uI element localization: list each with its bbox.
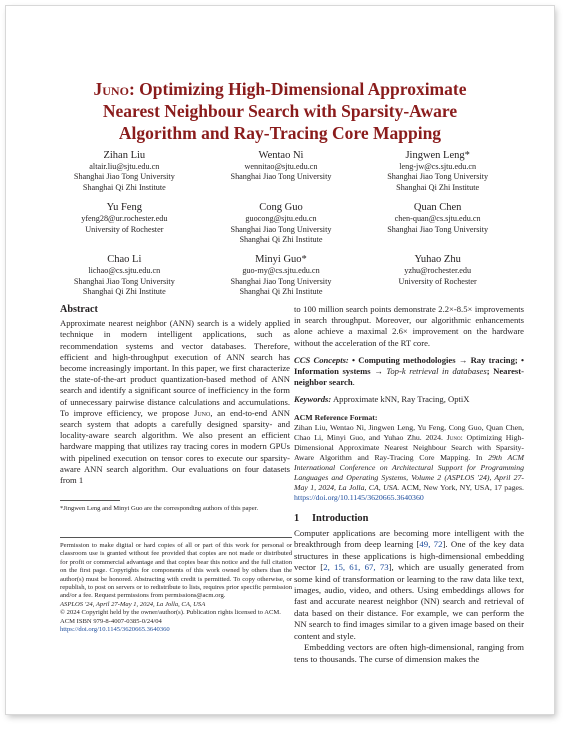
author-name: Wentao Ni (258, 150, 304, 161)
author-email: leng-jw@cs.sjtu.edu.cn (399, 162, 477, 171)
author-entry (46, 253, 203, 297)
citation-link[interactable]: 2, 15, 61, 67, 73 (323, 562, 389, 573)
left-column (60, 304, 290, 486)
author-entry (359, 253, 516, 297)
ccs-label: CCS Concepts: (294, 354, 349, 365)
author-affiliation: Shanghai Qi Zhi Institute (82, 182, 166, 192)
author-affiliation: Shanghai Qi Zhi Institute (396, 182, 480, 192)
author-name: Yuhao Zhu (414, 254, 461, 266)
copyright-text: © 2024 Copyright held by the owner/author(s). Publication rights licensed to ACM. (60, 609, 281, 617)
author-affiliation: Shanghai Jiao Tong University (387, 224, 489, 234)
reference-format-heading: ACM Reference Format: (294, 412, 378, 422)
footnote-divider (60, 500, 120, 501)
abstract-text: Approximate nearest neighbor (ANN) search is a widely applied technique in modern intelligent applications, such as recommendation systems and vector databases. Therefore, efficient and high-throughput execution of ANN search has become increasingly important. In this paper, we first characterize the state-of-the-art product quantization-based method of ANN search and identify a significant source of inefficiency in the form of unnecessary pairwise distance calculations and accumulations. To improve efficiency, we propose (60, 318, 290, 418)
intro-paragraph (294, 528, 524, 642)
author-affiliation: Shanghai Qi Zhi Institute (82, 287, 166, 297)
author-entry (359, 201, 516, 245)
abstract-text: , an end-to-end ANN search system that adopts a carefully designed sparsity- and locality-aware search algorithm. We also present an efficient hardware mapping that utilizes ray tracing cores in modern GPUs with pipelined execution on tensor cores to execute our sparsity-aware ANN search algorithm. Our evaluations on four datasets from 1 (60, 407, 291, 486)
author-email: yzhu@rochester.edu (404, 266, 472, 276)
reference-venue: 29th ACM International Conference on Architectural Support for Programming Languages and Operating Systems, Volume 2 (ASPLOS '24), April 27-May 1, 2024, La Jolla, CA, USA. (294, 452, 524, 492)
isbn-text: ACM ISBN 979-8-4007-0385-0/24/04 (60, 617, 162, 625)
author-affiliation: Shanghai Qi Zhi Institute (239, 287, 323, 297)
keywords-label: Keywords: (294, 394, 332, 405)
paper-title (36, 78, 524, 144)
reference-format (294, 423, 524, 503)
abstract-paragraph (60, 318, 290, 486)
author-name: Yu Feng (106, 202, 142, 214)
ccs-item: Top-k retrieval in databases (386, 366, 487, 377)
author-affiliation: Shanghai Jiao Tong University (73, 276, 175, 286)
author-name: Cong Guo (259, 202, 303, 214)
author-entry (203, 201, 360, 245)
author-name: Zihan Liu (103, 150, 146, 161)
author-affiliation: Shanghai Jiao Tong University (230, 224, 332, 234)
intro-text: ], which are usually generated from some kind of transformation or learning to the raw data like text, images, audio, video, and others. Using embeddings allows for fast and accurate nearest neighbor (NN) search and retrieval of data based on their distance. For example, we can perform the NN search to find images similar to a given image based on their content and style. (294, 562, 525, 641)
author-affiliation: University of Rochester (85, 224, 164, 234)
intro-paragraph: Embedding vectors are often high-dimensional, ranging from tens to thousands. The curse of dimension makes the (294, 642, 524, 664)
author-entry (203, 253, 360, 297)
title-system-name: Juno (93, 79, 129, 99)
reference-text: ACM, New York, NY, USA, 17 pages. (399, 482, 524, 492)
author-affiliation: University of Rochester (398, 276, 477, 286)
corresponding-author-footnote: *Jingwen Leng and Minyi Guo are the corresponding authors of this paper. (60, 505, 259, 512)
author-name: Chao Li (107, 254, 142, 266)
ccs-item: ; Nearest-neighbor search (294, 366, 524, 388)
section-heading (294, 513, 524, 524)
reference-text: : Optimizing High-Dimensional Approximate Nearest Neighbour Search with Sparsity-Aware Algorithm and Ray-Tracing Core Mapping. In (294, 432, 525, 462)
author-entry (46, 149, 203, 193)
section-number: 1 (294, 512, 300, 524)
title-line-2: Nearest Neighbour Search with Sparsity-Aware (102, 101, 458, 121)
title-line-3: Algorithm and Ray-Tracing Core Mapping (118, 123, 442, 143)
reference-doi-link[interactable]: https://doi.org/10.1145/3620665.3640360 (294, 492, 424, 502)
author-email: lichao@cs.sjtu.edu.cn (88, 266, 161, 276)
author-email: altair.liu@sjtu.edu.cn (89, 162, 160, 171)
author-name: Minyi Guo* (255, 254, 307, 266)
author-entry (359, 149, 516, 193)
author-affiliation: Shanghai Jiao Tong University (230, 172, 332, 182)
citation-link[interactable]: 49, 72 (419, 539, 443, 550)
doi-link[interactable]: https://doi.org/10.1145/3620665.3640360 (60, 626, 170, 634)
abstract-heading: Abstract (60, 304, 98, 315)
ccs-item: • Computing methodologies → Ray tracing (352, 354, 515, 365)
intro-text: ]. One of the key data structures in these applications is high-dimensional embedding vector [ (294, 539, 524, 573)
author-email: yfeng28@ur.rochester.edu (81, 214, 168, 224)
author-email: guocong@sjtu.edu.cn (245, 214, 317, 224)
author-entry (46, 201, 203, 245)
keywords-text: Approximate kNN, Ray Tracing, OptiX (332, 394, 470, 405)
ccs-concepts: CCS Concepts: • Computing methodologies → Ray tracing; • Information systems → Top-k retrieval in databases; Nearest-neighbor search. (294, 354, 524, 388)
author-affiliation: Shanghai Jiao Tong University (73, 172, 175, 182)
author-name: Jingwen Leng* (405, 150, 470, 161)
permission-text: Permission to make digital or hard copies of all or part of this work for personal or classroom use is granted without fee provided that copies are not made or distributed for profit or commercial advantage and that copies bear this notice and the full citation on the first page. Copyrights for components of this work owned by others than the author(s) must be honored. Abstracting with credit is permitted. To copy otherwise, or republish, to post on servers or to redistribute to lists, requires prior specific permission and/or a fee. Request permissions from permissions@acm.org. (60, 542, 292, 600)
author-email: guo-my@cs.sjtu.edu.cn (242, 266, 320, 276)
section-title: Introduction (312, 512, 369, 524)
venue-text: ASPLOS '24, April 27-May 1, 2024, La Jolla, CA, USA (60, 600, 206, 608)
author-email: wennitao@sjtu.edu.cn (244, 162, 318, 171)
ccs-item: ; • Information systems → (294, 354, 524, 377)
keywords (294, 394, 524, 405)
abstract-system-name: Juno (194, 407, 211, 418)
title-line-1: : Optimizing High-Dimensional Approximate (128, 79, 467, 99)
author-affiliation: Shanghai Jiao Tong University (230, 276, 332, 286)
author-affiliation: Shanghai Qi Zhi Institute (239, 235, 323, 245)
author-email: chen-quan@cs.sjtu.edu.cn (394, 214, 481, 224)
abstract-continuation: to 100 million search points demonstrate 2.2×-8.5× improvements in search throughput. Moreover, our algorithmic enhancements alone achieve a maximal 2.6× improvement on the hardware without the acceleration of the RT core. (294, 304, 524, 348)
author-name: Quan Chen (413, 202, 462, 214)
right-column (294, 304, 524, 665)
author-entry (203, 149, 360, 193)
author-block (46, 149, 516, 298)
permission-block (60, 537, 292, 634)
author-affiliation: Shanghai Jiao Tong University (387, 172, 489, 182)
paper-page (6, 6, 554, 714)
reference-text: Zihan Liu, Wentao Ni, Jingwen Leng, Yu Feng, Cong Guo, Quan Chen, Chao Li, Minyi Guo, and Yuhao Zhu. 2024. (294, 422, 524, 442)
intro-text: Computer applications are becoming more intelligent with the breakthrough from deep learning [ (294, 528, 524, 550)
reference-system-name: Juno (446, 432, 461, 442)
